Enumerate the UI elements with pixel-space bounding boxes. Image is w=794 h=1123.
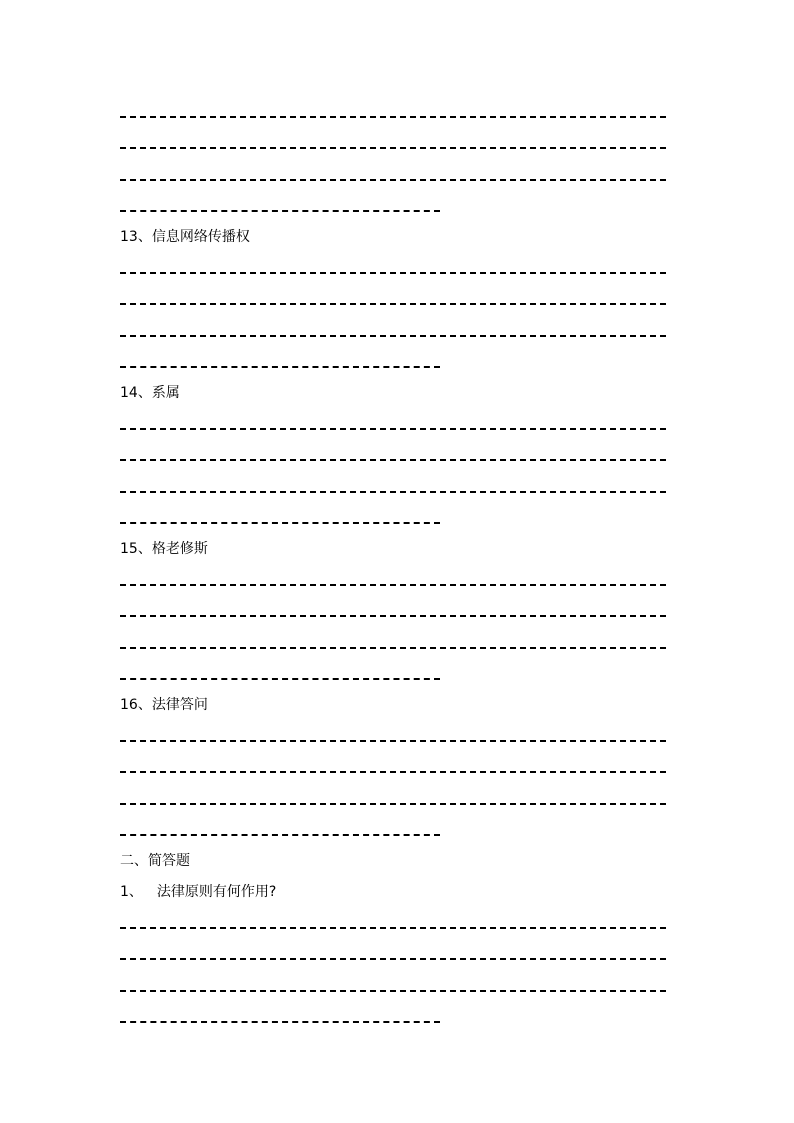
answer-line	[120, 586, 666, 617]
answer-lines-12	[120, 87, 666, 212]
answer-line	[120, 87, 666, 118]
answer-lines-short-answer-1	[120, 898, 666, 1023]
answer-lines-13	[120, 243, 666, 368]
answer-lines-16	[120, 711, 666, 836]
answer-line	[120, 649, 440, 680]
answer-line	[120, 929, 666, 960]
answer-line	[120, 805, 440, 836]
answer-lines-14	[120, 399, 666, 524]
short-answer-question-1: 1、 法律原则有何作用?	[120, 884, 277, 900]
answer-line	[120, 992, 440, 1023]
answer-line	[120, 555, 666, 586]
question-13-label: 13、信息网络传播权	[120, 229, 250, 245]
answer-line	[120, 274, 666, 305]
answer-line	[120, 181, 440, 212]
answer-line	[120, 430, 666, 461]
answer-line	[120, 149, 666, 180]
answer-line	[120, 305, 666, 336]
answer-lines-15	[120, 555, 666, 680]
answer-line	[120, 617, 666, 648]
answer-line	[120, 742, 666, 773]
answer-line	[120, 960, 666, 991]
answer-line	[120, 493, 440, 524]
answer-line	[120, 243, 666, 274]
answer-line	[120, 337, 440, 368]
answer-line	[120, 773, 666, 804]
answer-line	[120, 118, 666, 149]
question-14-label: 14、系属	[120, 385, 180, 401]
answer-line	[120, 898, 666, 929]
question-15-label: 15、格老修斯	[120, 541, 208, 557]
answer-line	[120, 461, 666, 492]
section-heading: 二、简答题	[120, 853, 190, 869]
answer-line	[120, 711, 666, 742]
question-16-label: 16、法律答问	[120, 697, 208, 713]
answer-line	[120, 399, 666, 430]
